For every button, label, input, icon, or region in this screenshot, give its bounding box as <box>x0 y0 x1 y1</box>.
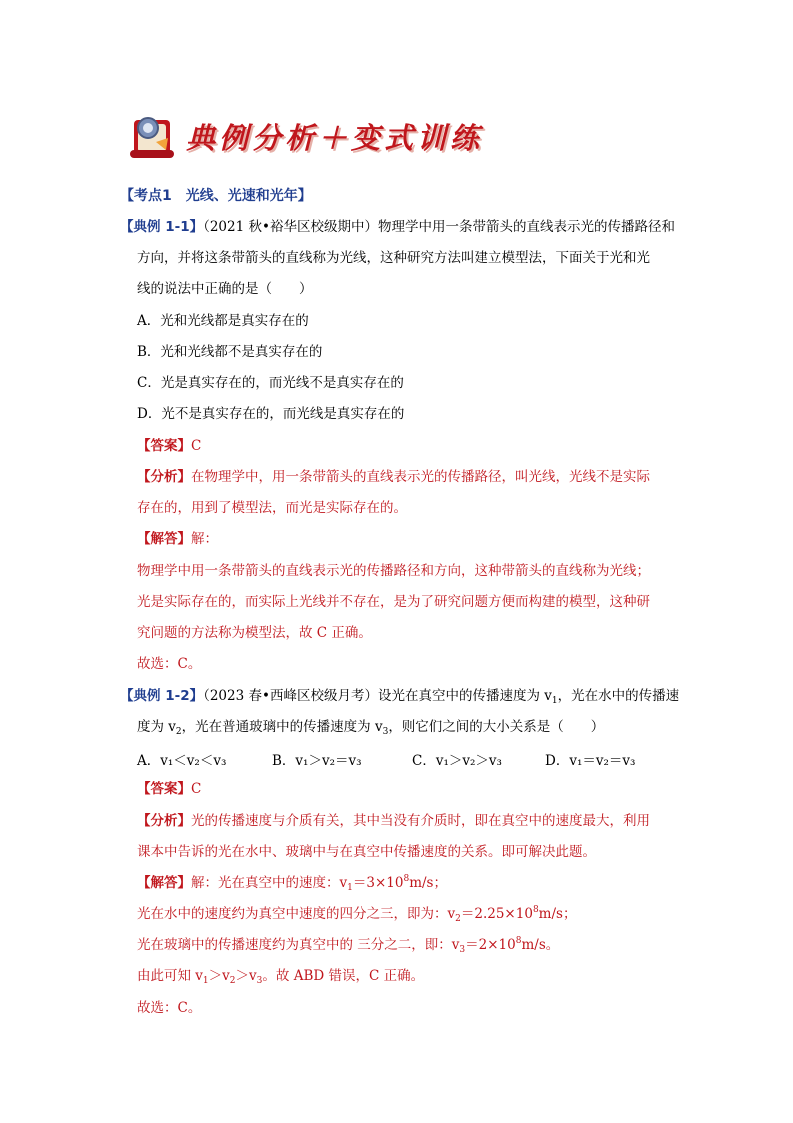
q2-sol2-exp: 8 <box>532 905 539 915</box>
q1-solution-head <box>137 530 218 548</box>
q2-sub-3: 3 <box>382 727 389 737</box>
q2-stem-text1b: ，光在水中的传播速 <box>557 688 680 704</box>
q2-sol4-d: 。故 ABD 错误，C 正确。 <box>262 968 425 984</box>
q2-option-b-label: B． <box>272 753 296 769</box>
q1-solution-line1: 物理学中用一条带箭头的直线表示光的传播路径和方向，这种带箭头的直线称为光线； <box>137 563 650 579</box>
q2-sol4-c: ＞v <box>235 968 257 984</box>
q2-option-b-text: v₁＞v₂＝v₃ <box>295 753 362 769</box>
q1-stem-line3: 线的说法中正确的是（ ） <box>137 281 313 297</box>
q2-sol4-a: 由此可知 v <box>137 968 203 984</box>
q2-option-a-text: v₁＜v₂＜v₃ <box>160 753 227 769</box>
q2-answer <box>137 780 201 798</box>
q1-option-d: D．光不是真实存在的，而光线是真实存在的 <box>137 406 405 422</box>
q2-analysis-text1: 光的传播速度与介质有关，其中当没有介质时，即在真空中的速度最大，利用 <box>191 813 650 829</box>
q2-stem-line2 <box>137 718 604 736</box>
q1-analysis-text1: 在物理学中，用一条带箭头的直线表示光的传播路径，叫光线，光线不是实际 <box>191 469 650 485</box>
q1-answer-tag: 【答案】 <box>137 438 191 454</box>
q2-stem-text2c: ，则它们之间的大小关系是（ ） <box>388 719 605 735</box>
q2-sol1-exp: 8 <box>403 874 410 884</box>
q2-option-d-label: D． <box>545 753 570 769</box>
q2-sol1-sub: 1 <box>347 883 353 893</box>
q2-sol4-sub3: 3 <box>256 976 263 986</box>
q1-solution-tag: 【解答】 <box>137 531 191 547</box>
q2-sol2-a: 光在水中的速度约为真空中速度的四分之三，即为：v <box>137 906 456 922</box>
q1-option-b: B．光和光线都不是真实存在的 <box>137 344 323 360</box>
q2-sol1-a: 解：光在真空中的速度：v <box>191 875 348 891</box>
q2-tag: 【典例 1-2】 <box>120 688 204 704</box>
q1-answer <box>137 437 201 455</box>
q1-stem-line2: 方向，并将这条带箭头的直线称为光线，这种研究方法叫建立模型法，下面关于光和光 <box>137 250 650 266</box>
q2-sol3-b: ＝2×10 <box>465 937 516 953</box>
q1-tag: 【典例 1-1】 <box>120 219 204 235</box>
q2-choose: 故选：C。 <box>137 1000 202 1016</box>
q2-sol1-b: ＝3×10 <box>352 875 404 891</box>
q1-option-c: C．光是真实存在的，而光线不是真实存在的 <box>137 375 404 391</box>
q2-solution-line4 <box>137 967 424 985</box>
q2-sol2-c: m/s； <box>538 906 577 922</box>
q2-sol4-sub2: 2 <box>229 976 236 986</box>
q2-analysis-line1 <box>137 812 650 830</box>
banner-title: 典例分析＋变式训练 <box>186 121 484 155</box>
q2-sol3-a: 光在玻璃中的传播速度约为真空中的 三分之二，即：v <box>137 937 460 953</box>
book-scroll-icon <box>126 112 178 162</box>
q2-solution-line2 <box>137 905 576 923</box>
q2-sub-1: 1 <box>551 696 558 706</box>
q2-analysis-line2: 课本中告诉的光在水中、玻璃中与在真空中传播速度的关系。即可解决此题。 <box>137 844 596 860</box>
q2-sol1-c: m/s； <box>409 875 447 891</box>
q2-analysis-tag: 【分析】 <box>137 813 191 829</box>
q2-stem-text1a: （2023 春•西峰区校级月考）设光在真空中的传播速度为 v <box>203 688 552 704</box>
q2-option-b <box>272 749 362 769</box>
q2-option-c-label: C． <box>412 753 436 769</box>
q1-solution-line2: 光是实际存在的，而实际上光线并不存在，是为了研究问题方便而构建的模型，这种研 <box>137 594 650 610</box>
q2-option-d-text: v₁＝v₂＝v₃ <box>569 753 636 769</box>
q2-stem-text2b: ，光在普通玻璃中的传播速度为 v <box>181 719 383 735</box>
q2-solution-line1 <box>137 874 447 892</box>
q1-analysis-tag: 【分析】 <box>137 469 191 485</box>
q1-solution-jie: 解： <box>191 531 218 547</box>
q1-solution-line3: 究问题的方法称为模型法，故 C 正确。 <box>137 625 372 641</box>
q1-stem-text1: （2021 秋•裕华区校级期中）物理学中用一条带箭头的直线表示光的传播路径和 <box>203 219 675 235</box>
q2-stem-text2a: 度为 v <box>137 719 176 735</box>
q2-sol4-sub1: 1 <box>202 976 209 986</box>
q2-solution-tag: 【解答】 <box>137 875 191 891</box>
q1-choose: 故选：C。 <box>137 656 202 672</box>
section-heading: 【考点1 光线、光速和光年】 <box>120 188 312 204</box>
q1-stem-line1 <box>120 218 675 236</box>
q2-solution-line3 <box>137 936 559 954</box>
q2-sol3-sub: 3 <box>459 945 466 955</box>
q2-answer-value: C <box>191 781 202 797</box>
q2-option-c <box>412 749 502 769</box>
q1-option-a: A．光和光线都是真实存在的 <box>137 313 309 329</box>
q2-sol2-b: ＝2.25×10 <box>460 906 533 922</box>
q2-sol3-c: m/s。 <box>521 937 560 953</box>
q2-sol3-exp: 8 <box>515 936 522 946</box>
q1-answer-value: C <box>191 438 202 454</box>
q2-answer-tag: 【答案】 <box>137 781 191 797</box>
q1-analysis-line1 <box>137 468 650 486</box>
section-banner <box>126 110 484 166</box>
q2-option-a <box>137 749 226 769</box>
q1-analysis-line2: 存在的，用到了模型法，而光是实际存在的。 <box>137 500 407 516</box>
q2-stem-line1 <box>120 687 679 705</box>
q2-sub-2: 2 <box>175 727 182 737</box>
q2-sol4-b: ＞v <box>208 968 230 984</box>
q2-option-a-label: A． <box>137 753 161 769</box>
q2-option-d <box>545 749 635 769</box>
q2-option-c-text: v₁＞v₂＞v₃ <box>435 753 502 769</box>
q2-sol2-sub: 2 <box>455 914 461 924</box>
